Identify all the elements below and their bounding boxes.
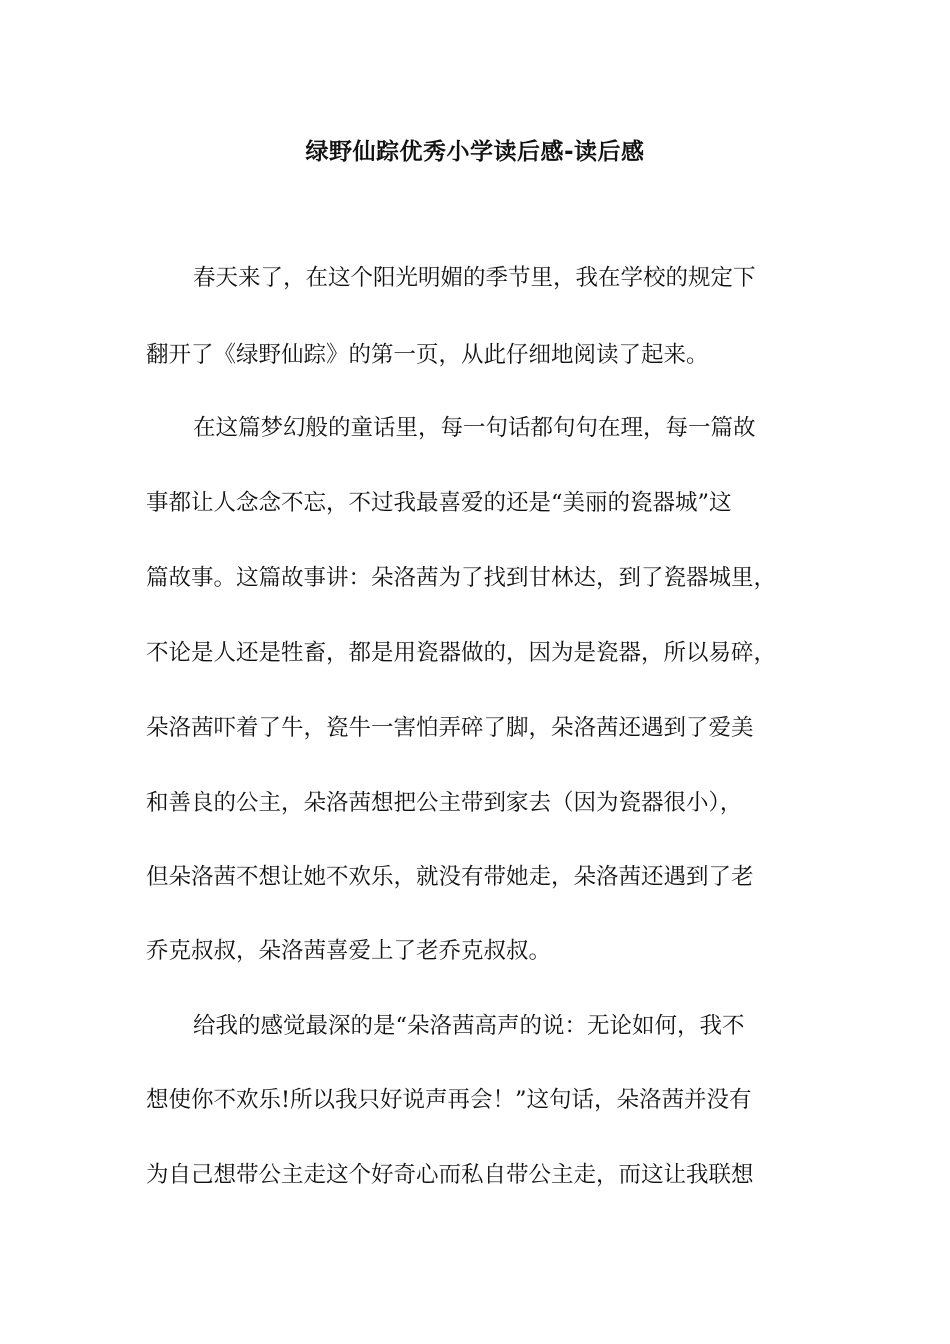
- paragraph-line: 和善良的公主，朵洛茜想把公主带到家去（因为瓷器很小），: [146, 790, 743, 816]
- paragraph-line: 篇故事。这篇故事讲：朵洛茜为了找到甘林达，到了瓷器城里，: [146, 565, 777, 591]
- paragraph-line: 事都让人念念不忘，不过我最喜爱的还是“美丽的瓷器城”这: [146, 490, 732, 516]
- document-title: 绿野仙踪优秀小学读后感-读后感: [305, 139, 645, 165]
- paragraph-line: 朵洛茜吓着了牛，瓷牛一害怕弄碎了脚，朵洛茜还遇到了爱美: [146, 715, 754, 741]
- paragraph-line: 翻开了《绿野仙踪》的第一页，从此仔细地阅读了起来。: [146, 342, 709, 368]
- paragraph-line: 在这篇梦幻般的童话里，每一句话都句句在理，每一篇故: [193, 415, 756, 441]
- paragraph-line: 不论是人还是牲畜，都是用瓷器做的，因为是瓷器，所以易碎，: [146, 640, 777, 666]
- paragraph-line: 为自己想带公主走这个好奇心而私自带公主走，而这让我联想: [146, 1162, 754, 1188]
- paragraph-line: 但朵洛茜不想让她不欢乐，就没有带她走，朵洛茜还遇到了老: [146, 864, 754, 890]
- paragraph-line: 春天来了，在这个阳光明媚的季节里，我在学校的规定下: [193, 265, 756, 291]
- paragraph-line: 乔克叔叔，朵洛茜喜爱上了老乔克叔叔。: [146, 938, 552, 964]
- paragraph-line: 想使你不欢乐!所以我只好说声再会！”这句话，朵洛茜并没有: [146, 1087, 752, 1113]
- paragraph-line: 给我的感觉最深的是“朵洛茜高声的说：无论如何，我不: [193, 1013, 745, 1039]
